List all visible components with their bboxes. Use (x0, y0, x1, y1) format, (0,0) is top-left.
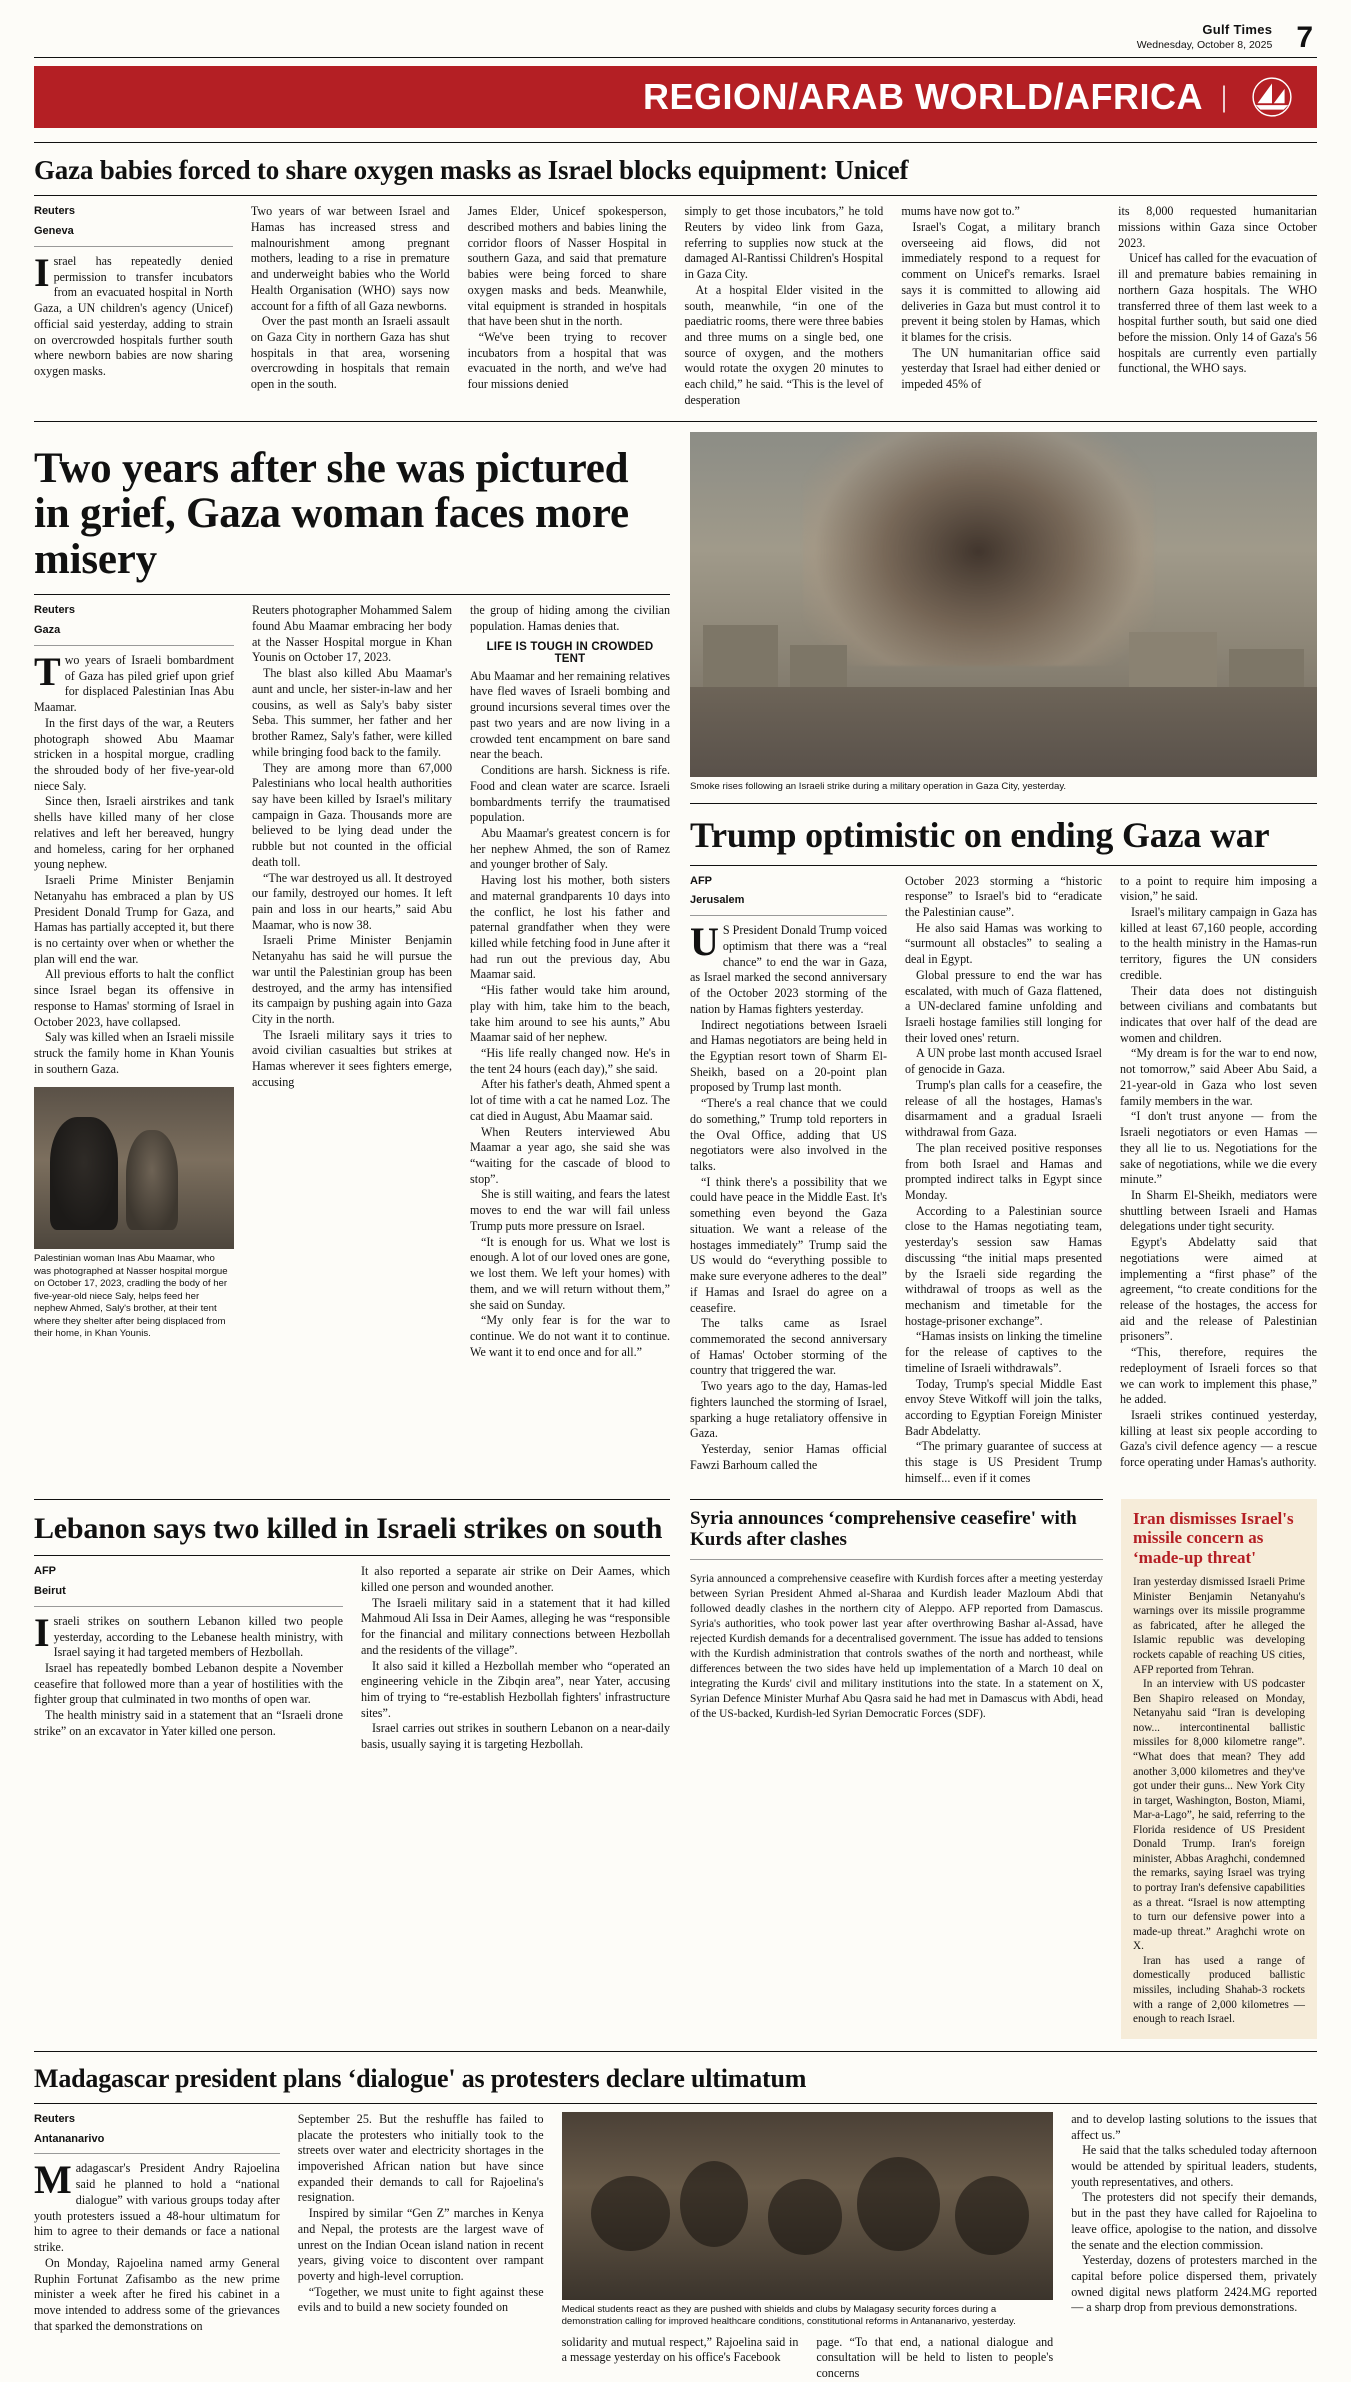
story2-p: “His life really changed now. He's in the tent 24 hours (each day),” she said. (470, 1046, 670, 1076)
story6-col-1 (34, 2112, 280, 2382)
story6-p: “Together, we must unite to fight against these evils and to build a new society founded on (297, 2284, 544, 2315)
section-banner (34, 66, 1317, 128)
story3-p: Trump's plan calls for a ceasefire, the release of all the hostages, Hamas's disarmament and a gradual Israeli withdrawal from Gaza. (905, 1077, 1102, 1140)
gaza-strike-caption: Smoke rises following an Israeli strike during a military operation in Gaza City, yesterday. (690, 780, 1067, 792)
story2-p: “My only fear is for the war to continue. We do not want it to continue. We want it to end once and for all.” (470, 1313, 670, 1359)
story2-p: After his father's death, Ahmed spent a lot of time with a cat he named Loz. The cat died in August, Abu Maamar said. (470, 1077, 670, 1123)
story2-p: Israeli Prime Minister Benjamin Netanyahu has said he will pursue the war until the Palestinian group has been destroyed, and the army has intensified its campaign by pushing again into Gaza City in the north. (252, 933, 452, 1026)
story2-p: Conditions are harsh. Sickness is rife. Food and clean water are scarce. Israeli bombardments terrify the traumatised population. (470, 763, 670, 825)
story3-p: Indirect negotiations between Israeli and Hamas negotiators are being held in the Egyptian resort town of Sharm El-Sheikh, based on a 20-point plan proposed by Trump last month. (690, 1017, 887, 1095)
story3-p: Israeli strikes continued yesterday, killing at least six people according to Gaza's civil defence agency — a rescue force operating under Hamas's authority. (1120, 1408, 1317, 1470)
story1-headline: Gaza babies forced to share oxygen masks as Israel blocks equipment: Unicef (34, 155, 909, 185)
story1-p: Over the past month an Israeli assault on Gaza City in northern Gaza has shut hospitals in that area, worsening overcrowding in hospitals that remain open in the south. (250, 314, 450, 392)
story2-p: Abu Maamar's greatest concern is for her nephew Ahmed, the son of Ramez and younger brother of Saly. (470, 825, 670, 872)
story1-dateline: Geneva (34, 225, 74, 238)
iran-sidebox (1121, 1499, 1317, 2039)
story3-p: The talks came as Israel commemorated the second anniversary of Hamas' October storming of the country that triggered the war. (690, 1316, 887, 1378)
story3-p: US President Donald Trump voiced optimism that there was a “real chance” to end the war in Gaza, as Israel marked the second anniversary of the October 2023 storming of the nation by Hamas fighters yesterday. (690, 919, 887, 1016)
story3-headline: Trump optimistic on ending Gaza war (690, 815, 1270, 856)
story6-p: and to develop lasting solutions to the issues that affect us.” (1071, 2111, 1317, 2142)
story3-p: Their data does not distinguish between civilians and combatants but indicates that over half of the dead are women and children. (1120, 983, 1317, 1045)
story1-col-2 (251, 204, 450, 408)
story3-columns (690, 874, 1317, 1487)
story6-photo-caption: Medical students react as they are pushed with shields and clubs by Malagasy security forces during a demonstration calling for improved healthcare conditions, constitutional reforms in Antananarivo, yesterday. (561, 2303, 1016, 2328)
gaza-strike-photo (690, 432, 1317, 777)
story2-p: In the first days of the war, a Reuters photograph showed Abu Maamar stricken in a hospital morgue, cradling the shrouded body of her five-year-old niece Saly. (34, 715, 234, 793)
story4-top-rule (34, 1499, 670, 1500)
masthead (34, 21, 1317, 54)
story3-p: to a point to require him imposing a vision,” he said. (1120, 873, 1317, 904)
story3-p: “My dream is for the war to end now, not tomorrow,” said Abeer Abu Said, a 21-year-old in Gaza who lost seven family members in the war. (1120, 1046, 1317, 1108)
story1-p: “We've been trying to recover incubators from a hospital that was evacuated in the north, and we've had four missions denied (467, 329, 667, 392)
story6-col-5 (1071, 2112, 1317, 2382)
sidebox-p: Iran has used a range of domestically produced ballistic missiles, including Shahab-3 rockets with a range of 2,000 kilometres — enough to reach Israel. (1133, 1954, 1305, 2026)
story2-col-3 (470, 603, 670, 1360)
story3-p: A UN probe last month accused Israel of genocide in Gaza. (905, 1046, 1102, 1077)
story3-p: He also said Hamas was working to “surmount all obstacles” to sealing a deal in Egypt. (905, 920, 1102, 967)
story2-p: “It is enough for us. What we lost is enough. A lot of our loved ones are gone, we lost them. We left your homes) with them, and we will return without them,” she said on Sunday. (470, 1234, 670, 1312)
story3-col-2 (905, 874, 1102, 1487)
story2-p: the group of hiding among the civilian population. Hamas denies that. (470, 603, 670, 634)
story1-p: mums have now got to.” (901, 204, 1020, 219)
story1-p: Israel's Cogat, a military branch overseeing aid flows, did not immediately respond to a request for comment on Unicef's remarks. Israel says it is committed to allowing aid deliveries in Gaza but must control it to prevent it being stolen by Hamas, which it blames for the crisis. (901, 219, 1101, 344)
story2-col-2 (252, 603, 452, 1360)
story2-p: Saly was killed when an Israeli missile struck the family home in Khan Younis in southern Gaza. (34, 1030, 234, 1076)
story3-p: “This, therefore, requires the redeployment of Israeli forces so that we can work to implement this phase,” he added. (1120, 1345, 1317, 1407)
story6-p: The protesters did not specify their demands, but in the past they have called for Rajoelina to leave office, apologise to the nation, and dissolve the senate and the election commission. (1071, 2190, 1317, 2252)
story2-agency: Reuters (34, 604, 75, 617)
story2-p: Having lost his mother, both sisters and maternal grandparents 10 days into the conflict, he lost his father and paternal grandfather when they were killed while fetching food in June after it had run out the previous day, Abu Maamar said. (470, 873, 670, 982)
sidebox-p: In an interview with US podcaster Ben Shapiro released on Monday, Netanyahu said “Iran is developing now... intercontinental ballistic missiles for 8,000 kilometre range”. “What does that mean? They add another 3,000 kilometres and they've got under their guns... New York City in target, Washington, Boston, Miami, Mar-a-Lago”, he said, referring to the Florida residence of US President Donald Trump. Iran's foreign minister, Abbas Araghchi, condemned the remarks, saying Israel was trying to portray Iran's defensive capabilities as a threat. “Israel is now attempting to turn our defensive power into a made-up threat.” Araghchi wrote on X. (1133, 1678, 1305, 1953)
story3-p: Two years ago to the day, Hamas-led fighters launched the storming of Israel, sparking a huge retaliatory offensive in Gaza. (690, 1379, 887, 1441)
banner-separator: | (1220, 80, 1227, 113)
story6-photo (562, 2112, 1054, 2300)
story6-p: Yesterday, dozens of protesters marched in the capital before police dispersed them, privately owned digital news platform 2424.MG reported — a sharp drop from previous demonstrations. (1071, 2253, 1317, 2315)
story6-col-2 (298, 2112, 544, 2382)
story3-dateline: Jerusalem (690, 894, 745, 907)
story6-p: solidarity and mutual respect,” Rajoelina said in a message yesterday on his office's Facebook (561, 2334, 799, 2365)
story2-dateline: Gaza (34, 624, 61, 637)
story3-col-3 (1120, 874, 1317, 1487)
story4-p: It also said it killed a Hezbollah member who “operated an engineering vehicle in the Zibqin area”, near Yater, accusing him of trying to “re-establish Hezbollah fighters' infrastructure sites”. (361, 1658, 670, 1720)
story6-columns (34, 2112, 1317, 2382)
story2-p: All previous efforts to halt the conflict since Israel began its offensive in response to Hamas' storming of Israel in October 2023, have collapsed. (34, 967, 234, 1029)
story3-p: Israel's military campaign in Gaza has killed at least 67,160 people, according to the health ministry in the Hamas-run territory, figures the UN considers credible. (1120, 905, 1317, 982)
story4-p: The health ministry said in a statement that an “Israeli drone strike” on an excavator in Yater killed one person. (34, 1708, 343, 1738)
story1-top-rule (34, 142, 1317, 143)
story6-p: On Monday, Rajoelina named army General Ruphin Fortunat Zafisambo as the new prime minister a week after he fired his cabinet in a move intended to address some of the grievances that sparked the demonstrations on (34, 2255, 280, 2333)
story2-p: Abu Maamar and her remaining relatives have fled waves of Israeli bombing and ground incursions several times over the past two years and are now living in a crowded tent encampment on bare sand near the beach. (470, 668, 670, 762)
story4-p: Israel has repeatedly bombed Lebanon despite a November ceasefire that followed more than a year of hostilities with the fighter group that culminated in two months of open war. (34, 1661, 343, 1707)
story5-top-rule (690, 1499, 1103, 1500)
story6-agency: Reuters (34, 2112, 75, 2125)
story3-p: “I think there's a possibility that we could have peace in the Middle East. It's something even beyond the Gaza situation. We want a release of the hostages immediately” Trump said the US would do “everything possible to make sure everyone adheres to the deal” if Hamas and Israel do agree on a ceasefire. (690, 1174, 887, 1315)
story1-p: its 8,000 requested humanitarian missions within Gaza since October 2023. (1118, 204, 1317, 250)
story2-photo (34, 1087, 234, 1249)
story3-top-rule (690, 803, 1317, 804)
story2-p: Since then, Israeli airstrikes and tank shells have killed many of her close relatives and left her bereaved, hungry and homeless, caring for her orphaned young nephew. (34, 794, 234, 872)
story3-col-1 (690, 874, 887, 1487)
story3-p: “The primary guarantee of success at this stage is US President Trump himself... even if it comes (905, 1439, 1102, 1485)
story4-p: Israel carries out strikes in southern Lebanon on a near-daily basis, usually saying it is targeting Hezbollah. (361, 1721, 670, 1752)
story3-p: October 2023 storming a “historic response” to Israel's bid to “eradicate the Palestinian cause”. (905, 873, 1102, 919)
paper-name: Gulf Times (1202, 22, 1273, 37)
story6-p: page. “To that end, a national dialogue and consultation will be held to listen to people's concerns (816, 2334, 1054, 2381)
story2-p: Reuters photographer Mohammed Salem found Abu Maamar embracing her body at the Nasser Hospital morgue in Khan Younis on October 17, 2023. (252, 603, 452, 665)
sidebox-p: Iran yesterday dismissed Israeli Prime Minister Benjamin Netanyahu's warnings over its missile programme as fabricated, after he alleged the Islamic republic was developing rockets capable of reaching US cities, AFP reported from Tehran. (1133, 1576, 1305, 1676)
story4-agency: AFP (34, 1565, 56, 1578)
story1-p: simply to get those incubators,” he told Reuters by video link from Gaza, referring to supplies now stuck at the damaged Al-Rantissi Children's Hospital in Gaza City. (684, 204, 884, 282)
story2-photo-caption: Palestinian woman Inas Abu Maamar, who was photographed at Nasser hospital morgue on October 17, 2023, cradling the body of her five-year-old niece Saly, helps feed her nephew Ahmed, Saly's brother, at their tent where they shelter after being displaced from their home, in Khan Younis. (34, 1253, 228, 1340)
story2-p: When Reuters interviewed Abu Maamar a year ago, she said she was “waiting for the cascade of blood to stop”. (470, 1124, 670, 1186)
story2-p: Israeli Prime Minister Benjamin Netanyahu has embraced a plan by US President Donald Trump for Gaza, and Hamas has partially accepted it, but there is no certainty over when or whether the plan will end the war. (34, 873, 234, 966)
story6-p: September 25. But the reshuffle has failed to placate the protesters who initially took to the streets over water and electricity shortages in the impoverished African nation but have since expanded their demands to call for Rajoelina's resignation. (297, 2111, 544, 2205)
story2-p: “The war destroyed us all. It destroyed our family, destroyed our homes. It left pain and loss in our hearts,” said Abu Maamar, who is now 38. (252, 870, 452, 932)
story6-p: He said that the talks scheduled today afternoon would be attended by spiritual leaders, students, youth representatives, and others. (1071, 2143, 1317, 2189)
section-title: REGION/ARAB WORLD/AFRICA (643, 76, 1203, 117)
story5-headline: Syria announces ‘comprehensive ceasefire' with Kurds after clashes (690, 1507, 1077, 1551)
story1-col-3 (468, 204, 667, 408)
story1-agency: Reuters (34, 205, 75, 218)
story3-p: In Sharm El-Sheikh, mediators were shuttling between Israeli and Hamas delegations under tight security. (1120, 1187, 1317, 1234)
story1-p: Two years of war between Israel and Hamas has increased stress and malnourishment among pregnant mothers, leading to a rise in premature and underweight babies who the World Health Organisation (WHO) says now account for a fifth of all Gaza newborns. (250, 204, 450, 313)
story4-headline: Lebanon says two killed in Israeli strikes on south (34, 1511, 663, 1545)
story2-p: Two years of Israeli bombardment of Gaza has piled grief upon grief for displaced Palestinian Inas Abu Maamar. (34, 649, 234, 715)
story5-p: Syria announced a comprehensive ceasefire with Kurdish forces after a meeting yesterday between Syrian President Ahmed al-Sharaa and Kurdish leader Mazloum Abdi that followed deadly clashes in the northern city of Aleppo. AFP reported from Damascus. Syria's authorities, who took power last year after overthrowing Bashar al-Assad, have rejected Kurdish demands for a decentralised government. The issue has added to tensions with the Kurdish administration that controls swathes of the north and northeast, while differences between the two sides have held up implementation of a March 10 deal on integrating the Kurds' civil and military institutions into the state. In a statement on X, Syrian Defence Minister Murhaf Abu Qasra said he had met in Damascus with Abdi, head of the US-backed, Kurdish-led Syrian Democratic Forces (SDF). (690, 1572, 1103, 1721)
story1-p: James Elder, Unicef spokesperson, described mothers and babies lining the corridor floors of Nasser Hospital in southern Gaza, and said that premature babies were being forced to share oxygen masks and beds. Meanwhile, vital equipment is stranded in hospitals that have been shut in the north. (467, 204, 667, 329)
story4-col-1 (34, 1564, 343, 1753)
page-number: 7 (1296, 21, 1313, 54)
story1-col-1 (34, 204, 233, 408)
masthead-rule (34, 57, 1317, 58)
story3-p: “There's a real chance that we could do something,” Trump told reporters in the Oval Office, adding that US negotiators were also involved in the talks. (690, 1096, 887, 1174)
story3-p: Today, Trump's special Middle East envoy Steve Witkoff will join the talks, according to Egyptian Foreign Minister Badr Abdelatty. (905, 1376, 1102, 1438)
publication-date: Wednesday, October 8, 2025 (1136, 39, 1273, 51)
story1-p: Unicef has called for the evacuation of ill and premature babies remaining in northern Gaza hospitals. The WHO transferred three of them last week to a hospital further south, but said one died before the mission. Only 14 of Gaza's 56 hospitals are currently even partially functional, the WHO says. (1118, 251, 1317, 376)
story1-col-6 (1118, 204, 1317, 408)
story1-p: At a hospital Elder visited in the south, meanwhile, “in one of the paediatric rooms, there were three babies and three mums on a single bed, one source of oxygen, and the mothers would rotate the oxygen 20 minutes to each child,” he said. “This is the level of desperation (684, 282, 884, 407)
story1-p: Israel has repeatedly denied permission to transfer incubators from an evacuated hospital in North Gaza, a UN children's agency (Unicef) official said yesterday, adding to strain on overcrowded hospitals further south where newborn babies are now sharing oxygen masks. (34, 249, 233, 378)
story4-p: It also reported a separate air strike on Deir Aames, which killed one person and wounded another. (361, 1564, 670, 1594)
story3-p: Yesterday, senior Hamas official Fawzi Barhoum called the (690, 1441, 887, 1472)
story1-col-5 (901, 204, 1100, 408)
story1-bottom-rule (34, 421, 1317, 422)
story4-p: The Israeli military said in a statement that it had killed Mahmoud Ali Issa in Deir Aames, alleging he was “responsible for the financial and military connections between Hezbollah and the residents of the village”. (361, 1595, 670, 1657)
story2-subhead: LIFE IS TOUGH IN CROWDED TENT (486, 640, 654, 665)
story2-col-1 (34, 603, 234, 1360)
story1-col-4 (684, 204, 883, 408)
story1-p: The UN humanitarian office said yesterday that Israel had either denied or impeded 45% of (901, 345, 1101, 392)
story2-headline: Two years after she was pictured in grief, Gaza woman faces more misery (34, 444, 629, 583)
story3-p: “I don't trust anyone — from the Israeli negotiators or even Hamas — they all lie to us. Negotiations for the sake of negotiations, while we die every minute.” (1120, 1109, 1317, 1187)
story4-columns (34, 1564, 670, 1753)
story2-columns (34, 603, 670, 1360)
story2-p: They are among more than 67,000 Palestinians who local health authorities say have been killed by Israel's military campaign in Gaza. Thousands more are believed to be lying dead under the rubble but not counted in the official death toll. (252, 760, 452, 869)
story2-p: The blast also killed Abu Maamar's aunt and uncle, her sister-in-law and her cousins, as well as Saly's baby sister Seba. This summer, her father and her brother Ramez, Saly's father, were killed while bringing food back to the family. (252, 666, 452, 759)
story6-top-rule (34, 2051, 1317, 2052)
sidebox-headline: Iran dismisses Israel's missile concern as ‘made-up threat' (1133, 1508, 1294, 1567)
story3-p: According to a Palestinian source close to the Hamas negotiating team, yesterday's session saw Hamas discussing “the initial maps presented by the Israeli side regarding the withdrawal of troops as well as the mechanism and timetable for the hostage-prisoner exchange”. (905, 1203, 1102, 1328)
story1-columns (34, 204, 1317, 408)
story4-col-2 (361, 1564, 670, 1753)
story4-dateline: Beirut (34, 1585, 66, 1598)
story2-p: “His father would take him around, play with him, take him to the beach, take him around to see his aunts,” Abu Maamar said of her nephew. (470, 983, 670, 1045)
story6-dateline: Antananarivo (34, 2132, 105, 2145)
story6-headline: Madagascar president plans ‘dialogue' as protesters declare ultimatum (34, 2063, 807, 2093)
story4-p: Israeli strikes on southern Lebanon killed two people yesterday, according to the Lebanese health ministry, with Israel saying it had targeted members of Hezbollah. (34, 1609, 343, 1660)
dhow-logo-icon (1243, 75, 1301, 119)
story6-photo-col (562, 2112, 1054, 2382)
story3-p: “Hamas insists on linking the timeline for the release of captives to the timeline of Israeli withdrawals”. (905, 1329, 1102, 1375)
story2-p: The Israeli military says it tries to avoid civilian casualties but strikes at Hamas wherever it sees fighters emerge, accusing (252, 1027, 452, 1089)
story6-p: Madagascar's President Andry Rajoelina said he planned to hold a “national dialogue” with various groups today after youth protesters issued a 48-hour ultimatum for him to agree to their demands or face a national strike. (34, 2157, 280, 2255)
story3-p: Egypt's Abdelatty said that negotiations were aimed at implementing a “first phase” of the agreement, “to create conditions for the release of the hostages, the access for aid and the release of Palestinian prisoners”. (1120, 1235, 1317, 1344)
story3-p: The plan received positive responses from both Israel and Hamas and prompted indirect talks in Egypt since Monday. (905, 1140, 1102, 1202)
story6-p: Inspired by similar “Gen Z” marches in Kenya and Nepal, the protests are the largest wave of unrest on the Indian Ocean island nation in recent years, giving voice to discontent over rampant poverty and high-level corruption. (297, 2206, 544, 2283)
story3-p: Global pressure to end the war has escalated, with much of Gaza flattened, a UN-declared famine unfolding and Israeli hostage families still longing for their loved ones' return. (905, 967, 1102, 1045)
story2-p: She is still waiting, and fears the latest moves to end the war will fail unless Trump puts more pressure on Israel. (470, 1187, 670, 1233)
story3-agency: AFP (690, 874, 712, 887)
